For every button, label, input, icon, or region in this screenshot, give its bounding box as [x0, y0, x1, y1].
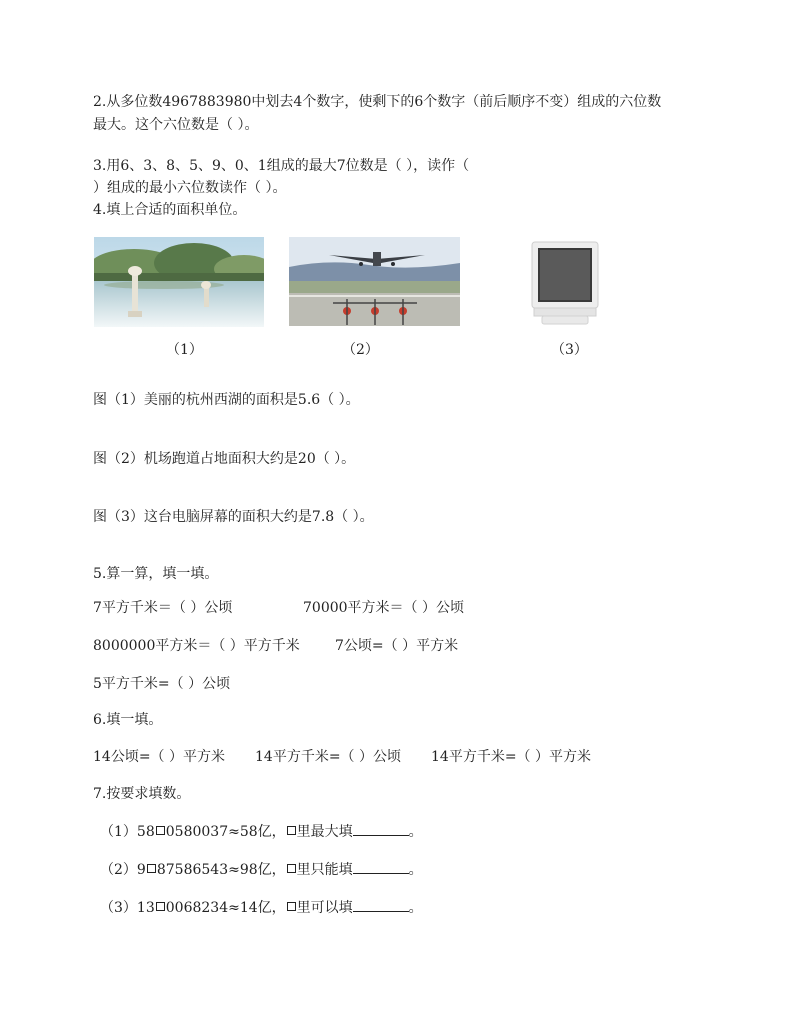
q3-line2: ）组成的最小六位数读作（ ）。	[93, 180, 287, 196]
box-placeholder-icon	[287, 864, 296, 873]
answer-blank-2[interactable]	[353, 859, 409, 874]
box-placeholder-icon	[156, 826, 165, 835]
q7-item-3	[100, 897, 423, 918]
q6-title: 6.填一填。	[93, 712, 163, 728]
airport-runway-image	[289, 237, 460, 326]
q5-row1b: 70000平方米＝（ ）公顷	[303, 600, 464, 616]
box-placeholder-icon	[287, 826, 296, 835]
q7-item-3-tail: 里可以填	[296, 900, 353, 916]
q7-item-2-tail: 里只能填	[296, 862, 353, 878]
q7-item-1	[100, 821, 423, 842]
q7-item-2	[100, 859, 423, 880]
caption-1: （1）	[166, 342, 203, 358]
q4-item-1: 图（1）美丽的杭州西湖的面积是5.6（ ）。	[93, 392, 360, 408]
q5-row2b: 7公顷=（ ）平方米	[335, 638, 459, 654]
answer-blank-3[interactable]	[353, 897, 409, 912]
answer-blank-1[interactable]	[353, 821, 409, 836]
computer-monitor-image	[530, 240, 600, 328]
q5-row3: 5平方千米=（ ）公顷	[93, 676, 231, 692]
q7-item-3-pre: 13	[136, 900, 155, 916]
q5-title: 5.算一算，填一填。	[93, 566, 219, 582]
q7-item-1-post: 0580037≈58亿，	[165, 824, 286, 840]
q5-row1a: 7平方千米＝（ ）公顷	[93, 600, 233, 616]
q7-item-1-end: 。	[408, 824, 423, 840]
q4-title: 4.填上合适的面积单位。	[93, 202, 247, 218]
q6-a: 14公顷=（ ）平方米	[93, 749, 225, 765]
q7-item-2-end: 。	[408, 862, 423, 878]
west-lake-image	[94, 237, 264, 327]
box-placeholder-icon	[156, 902, 165, 911]
q7-item-1-pre: 58	[136, 824, 155, 840]
q7-item-3-end: 。	[408, 900, 423, 916]
box-placeholder-icon	[147, 864, 156, 873]
q3-line1: 3.用6、3、8、5、9、0、1组成的最大7位数是（ ），读作（	[93, 158, 470, 174]
q5-row2a: 8000000平方米＝（ ）平方千米	[93, 638, 300, 654]
q7-title: 7.按要求填数。	[93, 786, 191, 802]
q7-item-1-tail: 里最大填	[296, 824, 353, 840]
caption-2: （2）	[342, 342, 379, 358]
q7-item-3-num: （3）	[100, 900, 137, 916]
q6-c: 14平方千米=（ ）平方米	[431, 749, 591, 765]
box-placeholder-icon	[287, 902, 296, 911]
q7-item-1-num: （1）	[100, 824, 137, 840]
q6-b: 14平方千米=（ ）公顷	[255, 749, 401, 765]
q7-item-2-post: 87586543≈98亿，	[156, 862, 286, 878]
q4-item-3: 图（3）这台电脑屏幕的面积大约是7.8（ ）。	[93, 509, 374, 525]
q2-line2: 最大。这个六位数是（ ）。	[93, 117, 259, 133]
q2-line1: 2.从多位数4967883980中划去4个数字，使剩下的6个数字（前后顺序不变）组成的六位数	[93, 94, 662, 110]
q4-item-2: 图（2）机场跑道占地面积大约是20（ ）。	[93, 451, 356, 467]
q7-item-2-pre: 9	[136, 862, 146, 878]
q7-item-3-post: 0068234≈14亿，	[165, 900, 286, 916]
caption-3: （3）	[551, 342, 588, 358]
q7-item-2-num: （2）	[100, 862, 137, 878]
